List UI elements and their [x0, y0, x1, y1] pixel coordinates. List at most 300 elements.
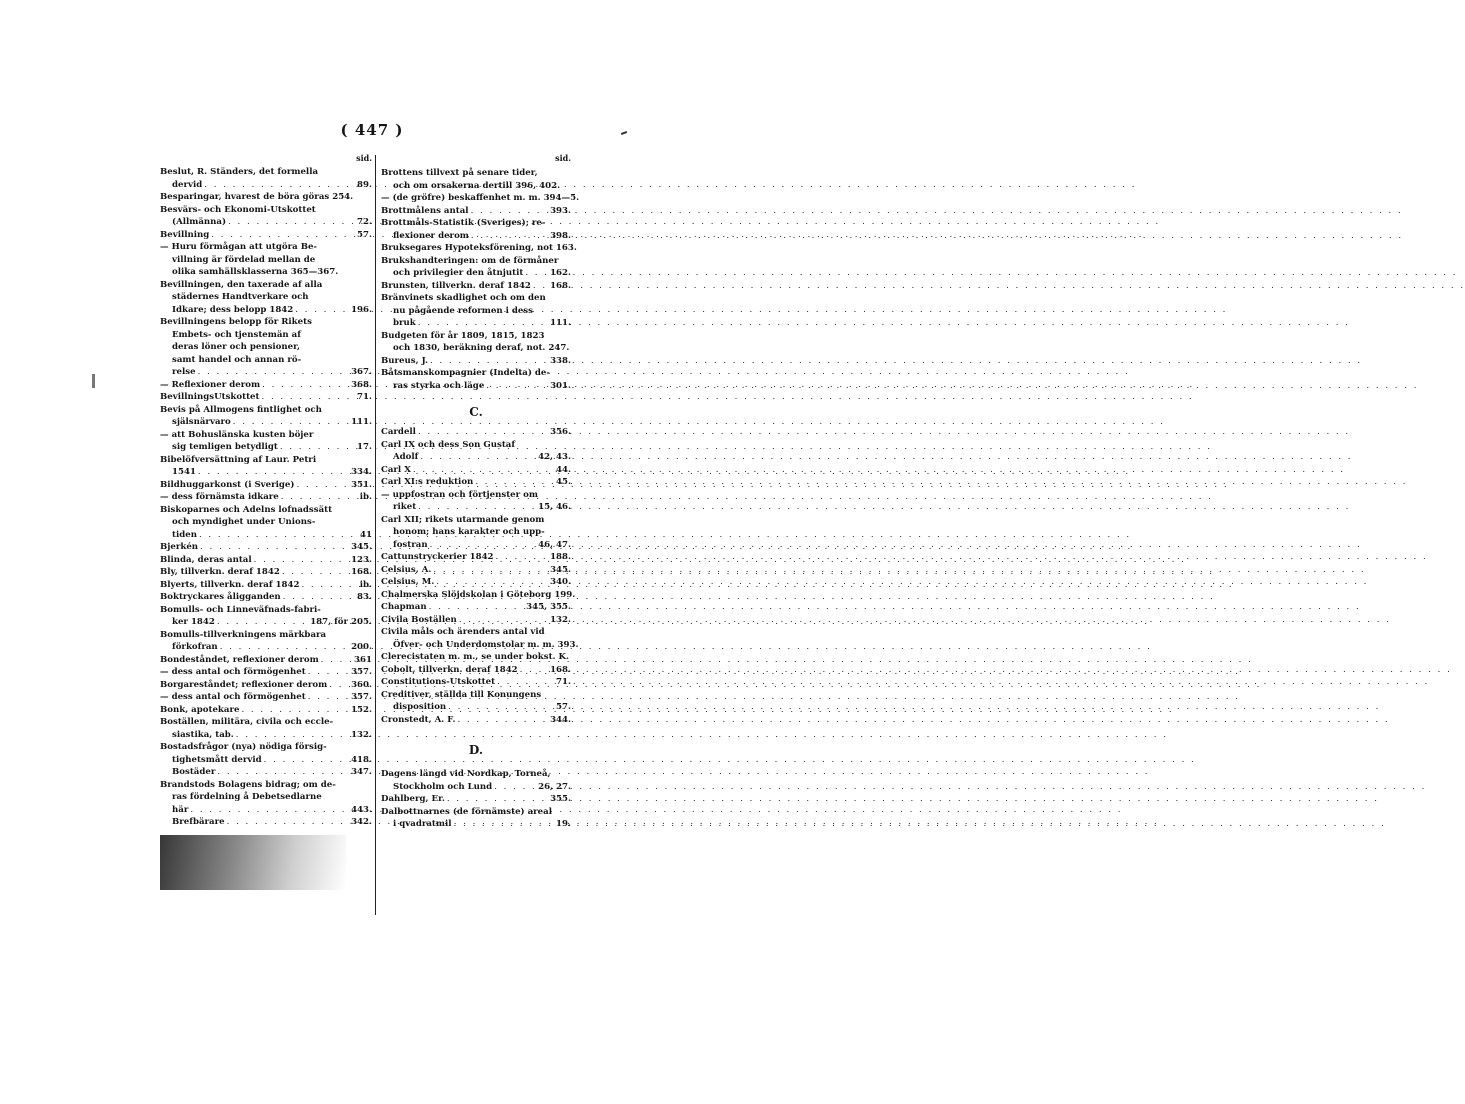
- entry-text: Constitutions-Utskottet: [381, 677, 496, 687]
- dot-leader: [226, 216, 355, 229]
- entry-text: samt handel och annan rö-: [172, 354, 302, 365]
- index-entry: [160, 354, 372, 367]
- entry-text: Bjerkén: [160, 542, 199, 552]
- index-entry: [381, 818, 571, 831]
- entry-text: deras löner och pensioner,: [172, 342, 301, 352]
- dot-leader: [196, 366, 349, 379]
- entry-text: riket: [393, 502, 417, 512]
- index-entry: [160, 191, 372, 204]
- index-entry: [160, 791, 372, 804]
- entry-text: Brottmåls-Statistik (Sveriges); re-: [381, 218, 546, 228]
- index-entry: [160, 554, 372, 567]
- entry-page-ref: 360.: [351, 679, 372, 690]
- entry-page-ref: 19.: [556, 819, 571, 829]
- dot-leader: [445, 793, 548, 806]
- entry-page-ref: 111.: [550, 318, 571, 328]
- entry-page-ref: 355.: [550, 794, 571, 804]
- index-entry: [160, 779, 372, 792]
- index-entry: [160, 254, 372, 267]
- entry-page-ref: 42, 43.: [538, 452, 571, 462]
- index-entry: [160, 704, 372, 717]
- index-entry: [160, 341, 372, 354]
- index-entry: [160, 479, 372, 492]
- index-entry: [381, 489, 571, 502]
- entry-text: disposition: [393, 702, 447, 712]
- entry-text: ker 1842: [172, 617, 215, 627]
- dot-leader: [416, 501, 536, 514]
- index-entry: [381, 205, 571, 218]
- entry-page-ref: 83.: [357, 592, 372, 602]
- margin-mark-left: [92, 374, 95, 388]
- entry-page-ref: 57.: [556, 702, 571, 712]
- entry-text: Bildhuggarkonst (i Sverige): [160, 479, 295, 490]
- index-entry: [160, 804, 372, 817]
- entry-text: Cronstedt, A. F.: [381, 714, 456, 725]
- index-entry: [381, 781, 571, 794]
- entry-page-ref: 345.: [351, 542, 372, 552]
- dot-leader: [209, 229, 355, 242]
- entry-text: — Huru förmågan att utgöra Be-: [160, 242, 317, 252]
- entry-page-ref: 188.: [550, 552, 571, 562]
- entry-page-ref: 351.: [351, 479, 372, 490]
- dot-leader: [446, 701, 554, 714]
- entry-page-ref: 367.: [351, 367, 372, 377]
- entry-page-ref: 347.: [351, 767, 372, 777]
- index-entry: [381, 676, 571, 689]
- dot-leader: [188, 804, 349, 817]
- index-entries-b: [160, 166, 372, 829]
- entry-text: Bonk, apotekare: [160, 704, 240, 715]
- entry-text: 1541: [172, 467, 196, 477]
- entry-page-ref: 345.: [550, 564, 571, 575]
- entry-page-ref: 46, 47.: [538, 539, 571, 550]
- entry-page-ref: 71.: [556, 677, 571, 687]
- entry-text: ras styrka och läge: [393, 380, 485, 391]
- entry-text: Brefbärare: [172, 817, 225, 827]
- dot-leader: [416, 317, 548, 330]
- dot-leader: [518, 664, 548, 677]
- entry-text: villning är fördelad mellan de: [172, 254, 316, 265]
- entry-text: Civila måls och ärenders antal vid: [381, 627, 545, 637]
- entry-text: bruk: [393, 318, 416, 328]
- entry-page-ref: 187, för 205.: [310, 617, 372, 627]
- entry-text: tighetsmått dervid: [172, 754, 262, 765]
- dot-leader: [218, 641, 349, 654]
- entry-page-ref: 152.: [351, 704, 372, 715]
- entry-text: Borgareståndet; reflexioner derom: [160, 679, 328, 690]
- entry-text: Öfver- och Underdomstolar m. m. 393.: [393, 639, 579, 650]
- dot-leader: [252, 554, 349, 567]
- entry-page-ref: 111.: [351, 417, 372, 427]
- index-entry: [381, 167, 571, 180]
- ink-smudge: [160, 835, 346, 890]
- entry-text: honom; hans karakter och upp-: [393, 527, 545, 537]
- index-column-left: [160, 152, 372, 829]
- dot-leader: [428, 539, 537, 552]
- entry-text: olika samhällsklasserna 365—367.: [172, 267, 339, 277]
- index-entry: [160, 816, 372, 829]
- index-entry: [381, 714, 571, 727]
- entry-text: själsnärvaro: [172, 417, 231, 427]
- dot-leader: [299, 579, 357, 592]
- entry-text: Brottens tillvext på senare tider,: [381, 168, 538, 178]
- dot-leader: [484, 380, 548, 393]
- entry-page-ref: 89.: [357, 179, 372, 190]
- dot-leader: [494, 551, 549, 564]
- index-entry: [381, 242, 577, 255]
- index-entry: [160, 541, 372, 554]
- index-entry: [381, 639, 579, 652]
- entry-page-ref: 123.: [351, 554, 372, 565]
- index-entry: [381, 768, 571, 781]
- dot-leader: [239, 704, 349, 717]
- entry-text: — (de gröfre) beskaffenhet m. m. 394—5.: [381, 193, 580, 203]
- entry-page-ref: ib.: [359, 579, 372, 590]
- entry-page-ref: 361: [354, 654, 372, 665]
- entry-text: Bostäder: [172, 767, 216, 777]
- entry-text: nu pågående reformen i dess: [393, 305, 533, 316]
- dot-leader: [428, 355, 548, 368]
- entry-text: Besparingar, hvarest de böra göras 254.: [160, 192, 354, 202]
- index-entry: [381, 689, 571, 702]
- dot-leader: [294, 479, 349, 492]
- entry-text: — dess antal och förmögenhet: [160, 692, 306, 702]
- entry-text: Carl X: [381, 464, 411, 475]
- entry-text: Bly, tillverkn. deraf 1842: [160, 567, 280, 577]
- entry-text: Dagens längd vid Nordkap, Torneå,: [381, 769, 551, 779]
- entry-text: Dahlberg, Er.: [381, 794, 445, 804]
- index-entry: [381, 701, 571, 714]
- dot-leader: [279, 491, 358, 504]
- dot-leader: [452, 818, 555, 831]
- index-entry: [381, 317, 571, 330]
- page-number: ( 447 ): [340, 121, 404, 139]
- entry-text: — Reflexioner derom: [160, 379, 261, 390]
- index-entry: [160, 566, 372, 579]
- entry-text: Carl IX och dess Son Gustaf: [381, 439, 516, 450]
- index-entry: [381, 626, 571, 639]
- index-column-right: [381, 152, 580, 831]
- index-entry: [160, 754, 372, 767]
- dot-leader: [531, 280, 548, 293]
- entry-text: tiden: [172, 529, 197, 540]
- dot-leader: [418, 451, 536, 464]
- index-entry: [381, 501, 571, 514]
- dot-leader: [293, 304, 349, 317]
- entry-text: (Allmänna): [172, 217, 227, 227]
- entry-text: Celsius, A.: [381, 564, 432, 575]
- entry-page-ref: 338.: [550, 355, 571, 366]
- entry-text: Bränvinets skadlighet och om den: [381, 293, 546, 303]
- index-entry: [381, 355, 571, 368]
- entry-page-ref: 168.: [351, 567, 372, 577]
- index-entry: [160, 204, 372, 217]
- entry-text: Bomulls- och Linneväfnads-fabri-: [160, 604, 321, 615]
- dot-leader: [427, 601, 525, 614]
- dot-leader: [231, 416, 349, 429]
- entry-page-ref: 45.: [556, 477, 571, 487]
- entry-text: Budgeten för år 1809, 1815, 1823: [381, 330, 545, 341]
- index-entry: [381, 367, 571, 380]
- entry-text: Cobolt, tillverkn. deraf 1842: [381, 664, 518, 675]
- entry-text: Båtsmanskompagnier (Indelta) de-: [381, 368, 550, 378]
- entry-page-ref: 168.: [550, 664, 571, 675]
- index-entry: [381, 330, 571, 343]
- index-entry: [160, 579, 372, 592]
- entry-text: i qvadratmil: [393, 819, 452, 829]
- entry-page-ref: 301.: [550, 380, 571, 391]
- entry-page-ref: 162.: [550, 268, 571, 278]
- dot-leader: [196, 466, 349, 479]
- dot-leader: [469, 205, 549, 218]
- index-entry: [160, 529, 372, 542]
- dot-leader: [278, 441, 355, 454]
- entry-text: och myndighet under Unions-: [172, 517, 316, 527]
- index-entry: [381, 426, 571, 439]
- dot-leader: [523, 267, 548, 280]
- entry-text: Brandstods Bolagens bidrag; om de-: [160, 779, 336, 790]
- entry-text: Embets- och tjenstemän af: [172, 329, 301, 340]
- index-entry: [381, 614, 571, 627]
- entry-page-ref: 334.: [351, 467, 372, 477]
- entry-text: Bostadsfrågor (nya) nödiga försig-: [160, 742, 327, 752]
- entry-text: Bruksegares Hypoteksförening, not 163.: [381, 243, 577, 253]
- entry-page-ref: 393.: [550, 205, 571, 216]
- index-entry: [160, 379, 372, 392]
- index-entry: [381, 451, 571, 464]
- index-entry: [381, 589, 576, 602]
- index-entry: [381, 267, 571, 280]
- entry-text: och om orsakerna dertill 396, 402.: [393, 180, 561, 191]
- entry-text: Brottmålens antal: [381, 205, 469, 216]
- entry-page-ref: 132.: [550, 614, 571, 625]
- entry-page-ref: 398.: [550, 230, 571, 241]
- index-entry: [381, 217, 571, 230]
- entry-page-ref: 200.: [351, 642, 372, 652]
- index-entry: [160, 416, 372, 429]
- entry-page-ref: 71.: [357, 392, 372, 402]
- dot-leader: [260, 379, 349, 392]
- index-entry: [381, 280, 571, 293]
- entry-text: Brunsten, tillverkn. deraf 1842: [381, 280, 531, 291]
- index-entry: [160, 716, 372, 729]
- dot-leader: [473, 476, 554, 489]
- dot-leader: [280, 566, 349, 579]
- entry-page-ref: 44.: [556, 464, 571, 475]
- dot-leader: [281, 591, 355, 604]
- entry-page-ref: 41: [360, 529, 372, 540]
- entry-page-ref: 368.: [351, 379, 372, 390]
- index-entry: [160, 441, 372, 454]
- entry-text: Adolf: [393, 452, 419, 462]
- index-entry: [160, 366, 372, 379]
- entry-text: Bevillning: [160, 229, 210, 240]
- entry-text: Creditiver, ställda till Konungens: [381, 689, 542, 700]
- entry-page-ref: 345, 355.: [526, 602, 571, 612]
- index-entries-d: [381, 768, 571, 831]
- index-entry: [160, 404, 372, 417]
- index-entry: [160, 766, 372, 779]
- entry-text: Cattunstryckerier 1842: [381, 552, 494, 562]
- entry-page-ref: 356.: [550, 427, 571, 437]
- index-entry: [160, 216, 372, 229]
- index-entry: [381, 526, 571, 539]
- entry-text: fostran: [393, 539, 428, 550]
- dot-leader: [327, 679, 349, 692]
- entry-text: BevillningsUtskottet: [160, 392, 260, 402]
- index-entry: [160, 654, 372, 667]
- entry-text: Idkare; dess belopp 1842: [172, 304, 294, 315]
- entry-text: dervid: [172, 179, 203, 190]
- entry-text: Celsius, M.: [381, 577, 435, 587]
- dot-leader: [495, 676, 554, 689]
- entry-text: sig temligen betydligt: [172, 442, 278, 452]
- index-entry: [160, 316, 372, 329]
- dot-leader: [492, 781, 536, 794]
- index-entry: [381, 230, 571, 243]
- entry-text: Bevillningen, den taxerade af alla: [160, 279, 323, 290]
- dot-leader: [431, 564, 548, 577]
- index-entry: [160, 279, 372, 292]
- index-entry: [381, 464, 571, 477]
- index-entry: [160, 166, 372, 179]
- entry-text: Bureus, J.: [381, 355, 428, 366]
- index-entry: [160, 616, 372, 629]
- index-entry: [381, 539, 571, 552]
- entry-page-ref: 168.: [550, 280, 571, 291]
- entry-text: Bondeståndet, reflexioner derom: [160, 654, 319, 665]
- dot-leader: [319, 654, 352, 667]
- entry-page-ref: 17.: [357, 442, 372, 452]
- entry-text: Civila Boställen: [381, 614, 457, 625]
- entry-page-ref: 196.: [351, 304, 372, 315]
- dot-leader: [262, 754, 349, 767]
- index-entry: [381, 380, 571, 393]
- dot-leader: [306, 666, 349, 679]
- entry-text: Carl XI:s reduktion: [381, 477, 474, 487]
- index-entry: [160, 629, 372, 642]
- dot-leader: [455, 714, 548, 727]
- dot-leader: [225, 816, 349, 829]
- index-entry: [160, 241, 372, 254]
- entry-page-ref: 342.: [351, 817, 372, 827]
- dot-leader: [215, 766, 349, 779]
- entry-text: relse: [172, 367, 196, 377]
- index-entry: [381, 292, 571, 305]
- dot-leader: [306, 691, 349, 704]
- index-entries-c: [381, 426, 579, 726]
- entry-page-ref: 344.: [550, 714, 571, 725]
- entry-text: siastika, tab.: [172, 729, 234, 740]
- index-entry: [381, 514, 571, 527]
- index-entry: [160, 679, 372, 692]
- index-entry: [160, 266, 372, 279]
- entry-text: förkofran: [172, 642, 218, 652]
- index-entry: [381, 305, 571, 318]
- entry-page-ref: 357.: [351, 692, 372, 702]
- index-entry: [160, 304, 372, 317]
- index-entry: [160, 516, 372, 529]
- entry-text: Besvärs- och Ekonomi-Utskottet: [160, 204, 316, 215]
- index-entry: [160, 291, 372, 304]
- section-letter-d: D.: [468, 743, 484, 757]
- index-entry: [160, 741, 372, 754]
- entry-text: Brukshandteringen: om de förmåner: [381, 255, 559, 266]
- entry-text: och 1830, beräkning deraf, not. 247.: [393, 343, 570, 353]
- index-entry: [160, 466, 372, 479]
- index-entry: [381, 601, 571, 614]
- index-entry: [160, 229, 372, 242]
- entry-text: Carl XII; rikets utarmande genom: [381, 514, 545, 525]
- entry-text: Clerecistaten m. m., se under bokst. K.: [381, 652, 570, 662]
- index-entry: [381, 564, 571, 577]
- entry-text: ras fördelning å Debetsedlarne: [172, 792, 322, 802]
- dot-leader: [411, 464, 554, 477]
- entry-page-ref: 418.: [351, 754, 372, 765]
- entry-page-ref: 57.: [357, 229, 372, 240]
- entry-page-ref: ib.: [359, 492, 372, 502]
- entry-page-ref: 15, 46.: [538, 502, 571, 512]
- column-header-sid: sid.: [555, 153, 571, 163]
- dot-leader: [416, 426, 548, 439]
- index-entry: [160, 504, 372, 517]
- index-entry: [381, 551, 571, 564]
- entry-text: Boktryckares åligganden: [160, 592, 281, 602]
- index-entry: [381, 576, 571, 589]
- index-entry: [160, 179, 372, 192]
- entry-text: — att Bohuslänska kusten böjer: [160, 429, 314, 440]
- entry-text: — dess antal och förmögenhet: [160, 667, 306, 677]
- dot-leader: [234, 729, 349, 742]
- entry-text: städernes Handtverkare och: [172, 292, 309, 302]
- index-entries-b-cont: [381, 167, 580, 392]
- entry-page-ref: 340.: [550, 577, 571, 587]
- entry-text: Bevis på Allmogens fintlighet och: [160, 404, 322, 415]
- index-entry: [160, 429, 372, 442]
- index-entry: [160, 329, 372, 342]
- section-letter-c: C.: [469, 405, 483, 419]
- entry-text: Chapman: [381, 602, 427, 612]
- index-entry: [381, 793, 571, 806]
- index-entry: [160, 641, 372, 654]
- entry-text: — uppfostran och förtjenster om: [381, 489, 538, 500]
- entry-text: Chalmerska Slöjdskolan i Göteborg 199.: [381, 589, 576, 600]
- index-entry: [160, 729, 372, 742]
- entry-text: Bibelöfversättning af Laur. Petri: [160, 454, 317, 465]
- index-entry: [381, 192, 580, 205]
- entry-text: Blinda, deras antal: [160, 554, 252, 565]
- entry-page-ref: 443.: [351, 804, 372, 815]
- index-entry: [160, 604, 372, 617]
- index-entry: [381, 255, 571, 268]
- index-entry: [160, 666, 372, 679]
- index-entry: [381, 180, 571, 193]
- entry-text: flexioner derom: [393, 230, 469, 241]
- index-entry: [160, 491, 372, 504]
- entry-page-ref: 72.: [357, 217, 372, 227]
- dot-leader: [215, 616, 308, 629]
- entry-text: Stockholm och Lund: [393, 781, 493, 792]
- index-entry: [160, 691, 372, 704]
- index-entry: [381, 476, 571, 489]
- entry-text: Beslut, R. Ständers, det formella: [160, 167, 319, 177]
- entry-text: Cardell: [381, 427, 416, 437]
- column-divider: [375, 155, 376, 915]
- entry-text: Blyerts, tillverkn. deraf 1842: [160, 579, 300, 590]
- entry-text: Dalbottnarnes (de förnämste) areal: [381, 806, 552, 817]
- entry-text: Biskoparnes och Adelns lofnadssätt: [160, 504, 333, 515]
- dot-leader: [202, 179, 355, 192]
